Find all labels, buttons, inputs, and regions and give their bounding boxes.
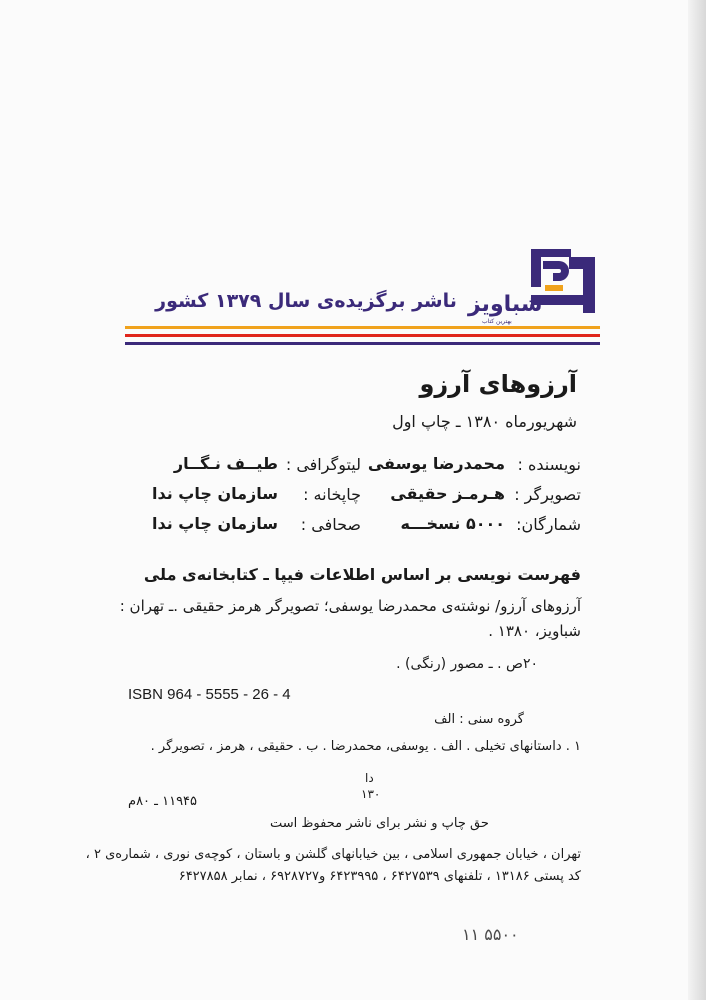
call-number: ۱۱۹۴۵ ـ ۸۰م [128, 794, 198, 809]
age-group: گروه سنی : الف [434, 712, 524, 727]
class-code: دا [365, 771, 374, 785]
address-line-1: تهران ، خیابان جمهوری اسلامی ، بین خیابانهای گلشن و باستان ، کوچه‌ی نوری ، شماره‌ی ۲ ، [85, 847, 581, 862]
binding-label: صحافی : [300, 515, 361, 534]
red-stripe [125, 334, 600, 337]
publisher-tagline: ناشر برگزیده‌ی سال ۱۳۷۹ کشور [155, 290, 457, 312]
class-number: ۱۳۰ [361, 787, 381, 801]
rights-notice: حق چاپ و نشر برای ناشر محفوظ است [270, 816, 489, 831]
print-run-label: شمارگان: [516, 515, 581, 534]
orange-stripe [125, 326, 600, 329]
print-run-value: ۵۰۰۰ نسخـــه [400, 514, 505, 533]
lithography-label: لیتوگرافی : [285, 455, 361, 474]
cip-line-1: آرزوهای آرزو/ نوشته‌ی محمدرضا یوسفی؛ تصویرگر هرمز حقیقی .ـ تهران : [119, 597, 581, 615]
book-title: آرزوهای آرزو [419, 370, 577, 398]
cip-line-3: ۲۰ص . ـ مصور (رنگی) . [396, 656, 538, 672]
lithography-value: طیــف نـگــار [173, 454, 278, 473]
publisher-logo-subtext: بهترین کتاب [482, 318, 512, 325]
illustrator-value: هـرمـز حقیقی [390, 484, 505, 503]
printing-house-label: چاپخانه : [303, 485, 361, 504]
address-line-2: کد پستی ۱۳۱۸۶ ، تلفنهای ۶۴۲۷۵۳۹ ، ۶۴۲۳۹۹۵ و۶۹۲۸۷۲۷ ، نمابر ۶۴۲۷۸۵۸ [178, 869, 581, 884]
purple-stripe [125, 342, 600, 345]
publisher-logo-text: شباویز [468, 292, 543, 317]
printing-house-value: سازمان چاپ ندا [151, 484, 278, 503]
edition-line: شهریورماه ۱۳۸۰ ـ چاپ اول [392, 412, 577, 431]
binding-value: سازمان چاپ ندا [151, 514, 278, 533]
page-edge-shadow [688, 0, 706, 1000]
handwritten-stamp: ۱۱ ۵۵۰۰ [462, 925, 519, 944]
subject-line: ۱ . داستانهای تخیلی . الف . یوسفی، محمدرضا . ب . حقیقی ، هرمز ، تصویرگر . [150, 739, 581, 754]
illustrator-label: تصویرگر : [514, 485, 581, 504]
isbn: ISBN 964 - 5555 - 26 - 4 [128, 686, 291, 703]
cip-heading: فهرست نویسی بر اساس اطلاعات فیپا ـ کتابخانه‌ی ملی [143, 565, 581, 584]
author-value: محمدرضا یوسفی [367, 454, 505, 473]
author-label: نویسنده : [517, 455, 581, 474]
cip-line-2: شباویز، ۱۳۸۰ . [488, 622, 581, 640]
